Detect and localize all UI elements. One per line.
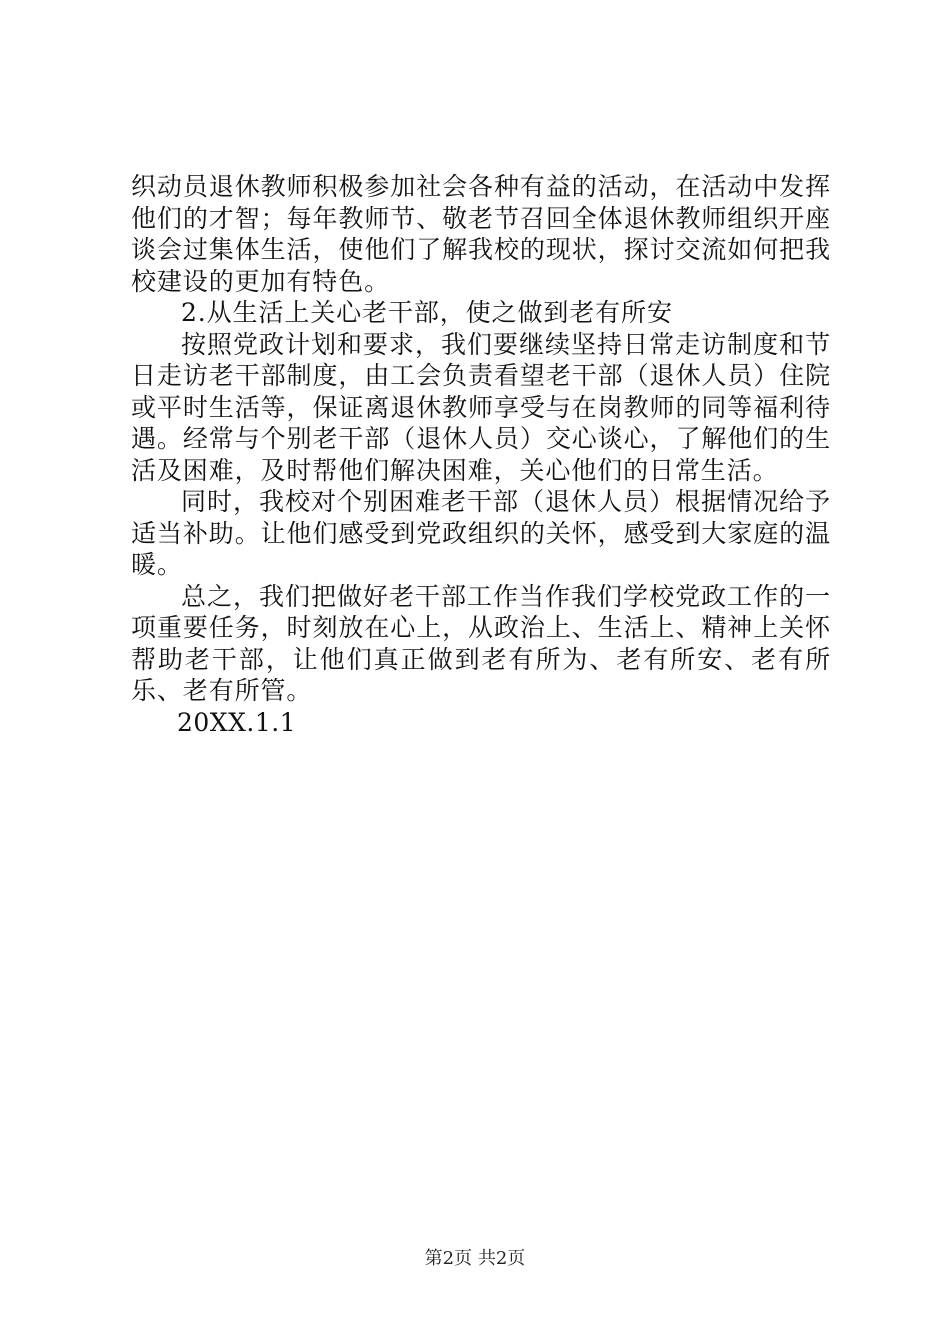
document-date: 20XX.1.1: [177, 707, 297, 737]
paragraph-continuation: 织动员退休教师积极参加社会各种有益的活动，在活动中发挥他们的才智；每年教师节、敬老节召回全体退休教师组织开座谈会过集体生活，使他们了解我校的现状，探讨交流如何把我校建设的更加有特色。: [131, 172, 831, 296]
section-heading-life-care: 2.从生活上关心老干部，使之做到老有所安: [181, 298, 673, 327]
document-body: [131, 171, 831, 738]
paragraph-visits: 按照党政计划和要求，我们要继续坚持日常走访制度和节日走访老干部制度，由工会负责看望老干部（退休人员）住院或平时生活等，保证离退休教师享受与在岗教师的同等福利待遇。经常与个别老干部（退休人员）交心谈心，了解他们的生活及困难，及时帮他们解决困难，关心他们的日常生活。: [131, 329, 831, 485]
page-number-footer: 第2页 共2页: [424, 1248, 526, 1269]
paragraph-subsidy: 同时，我校对个别困难老干部（退休人员）根据情况给予适当补助。让他们感受到党政组织的关怀，感受到大家庭的温暖。: [131, 487, 831, 579]
paragraph-conclusion: 总之，我们把做好老干部工作当作我们学校党政工作的一项重要任务，时刻放在心上，从政治上、生活上、精神上关怀帮助老干部，让他们真正做到老有所为、老有所安、老有所乐、老有所管。: [131, 581, 831, 705]
